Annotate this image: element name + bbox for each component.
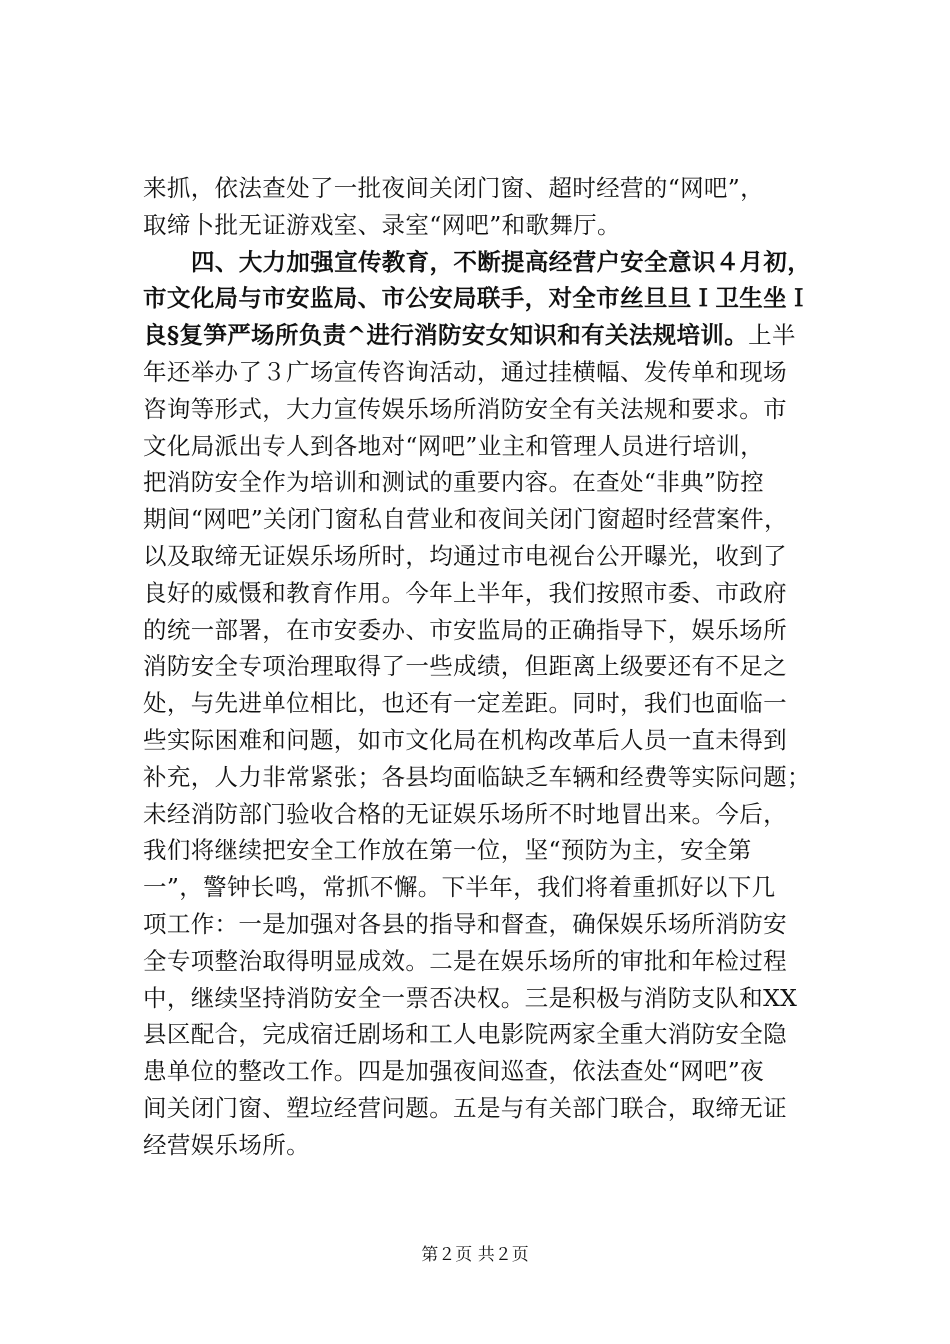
text-span: 的统一部署，在市安委办、市安监局的正确指导下，娱乐场所 bbox=[143, 615, 787, 644]
text-span: 患单位的整改工作。四是加强夜间巡查，依法查处“网吧”夜 bbox=[143, 1057, 764, 1086]
text-span: 期间“网吧”关闭门窗私自营业和夜间关闭门窗超时经营案件， bbox=[143, 505, 788, 534]
text-line bbox=[143, 501, 843, 538]
text-span: 项工作：一是加强对各县的指导和督查，确保娱乐场所消防安 bbox=[143, 909, 787, 938]
text-line bbox=[143, 943, 843, 980]
text-line bbox=[143, 980, 843, 1017]
text-span: 文化局派出专人到各地对“网吧”业主和管理人员进行培训， bbox=[143, 431, 764, 460]
text-span: 未经消防部门验收合格的无证娱乐场所不时地冒出来。今后， bbox=[143, 799, 787, 828]
text-line bbox=[143, 722, 843, 759]
text-line bbox=[143, 685, 843, 722]
text-span: 良好的威慑和教育作用。今年上半年，我们按照市委、市政府 bbox=[143, 578, 787, 607]
text-line bbox=[143, 648, 843, 685]
text-line bbox=[143, 1090, 843, 1127]
text-span: 补充，人力非常紧张；各县均面临缺乏车辆和经费等实际问题； bbox=[143, 762, 811, 791]
text-span: 处，与先进单位相比，也还有一定差距。同时，我们也面临一 bbox=[143, 689, 787, 718]
text-span: 县区配合，完成宿迁剧场和工人电影院两家全重大消防安全隐 bbox=[143, 1020, 787, 1049]
text-span: 咨询等形式，大力宣传娱乐场所消防安全有关法规和要求。市 bbox=[143, 394, 787, 423]
text-line bbox=[143, 280, 843, 317]
text-line bbox=[143, 796, 843, 833]
text-span: 把消防安全作为培训和测试的重要内容。在查处“非典”防控 bbox=[143, 468, 764, 497]
text-span: 我们将继续把安全工作放在第一位，坚“预防为主，安全第 bbox=[143, 836, 752, 865]
text-line bbox=[143, 207, 843, 244]
text-span: 间关闭门窗、塑垃经营问题。五是与有关部门联合，取缔无证 bbox=[143, 1093, 787, 1122]
text-line bbox=[143, 1127, 843, 1164]
text-line bbox=[143, 1016, 843, 1053]
text-span: 中，继续坚持消防安全一票否决权。三是积极与消防支队和XX bbox=[143, 983, 798, 1012]
text-span: 以及取缔无证娱乐场所时，均通过市电视台公开曝光，收到了 bbox=[143, 541, 787, 570]
text-line bbox=[143, 832, 843, 869]
text-span: 来抓，依法查处了一批夜间关闭门窗、超时经营的“网吧”， bbox=[143, 174, 764, 202]
text-line bbox=[143, 170, 843, 207]
text-span: 一”，警钟长鸣，常抓不懈。下半年，我们将着重抓好以下几 bbox=[143, 873, 776, 902]
page-footer: 第２页 共２页 bbox=[421, 1245, 529, 1265]
document-body bbox=[143, 170, 843, 1164]
bold-text-span: 良§复笋严场所负责^进行消防安女知识和有关法规培训。 bbox=[143, 321, 749, 350]
bold-text-span: 市文化局与市安监局、市公安局联手，对全市丝旦旦Ｉ卫生坐Ｉ bbox=[143, 284, 811, 313]
text-span: 经营娱乐场所。 bbox=[143, 1130, 310, 1159]
text-span: 上半 bbox=[748, 321, 796, 350]
text-line bbox=[143, 1053, 843, 1090]
text-line bbox=[143, 759, 843, 796]
text-line bbox=[143, 244, 843, 281]
text-line bbox=[143, 428, 843, 465]
text-line bbox=[143, 354, 843, 391]
text-line bbox=[143, 612, 843, 649]
text-line bbox=[143, 538, 843, 575]
text-span: 全专项整治取得明显成效。二是在娱乐场所的审批和年检过程 bbox=[143, 946, 787, 975]
text-span: 年还举办了３广场宣传咨询活动，通过挂横幅、发传单和现场 bbox=[143, 357, 787, 386]
text-line bbox=[143, 869, 843, 906]
text-line bbox=[143, 391, 843, 428]
text-line bbox=[143, 906, 843, 943]
text-line bbox=[143, 464, 843, 501]
text-span: 取缔卜批无证游戏室、录室“网吧”和歌舞厅。 bbox=[143, 210, 621, 239]
text-span: 消防安全专项治理取得了一些成绩，但距离上级要还有不足之 bbox=[143, 652, 787, 681]
text-span: 些实际困难和问题，如市文化局在机构改革后人员一直未得到 bbox=[143, 725, 787, 754]
text-line bbox=[143, 317, 843, 354]
text-line bbox=[143, 575, 843, 612]
bold-text-span: 四、大力加强宣传教育，不断提高经营户安全意识４月初， bbox=[191, 247, 812, 276]
